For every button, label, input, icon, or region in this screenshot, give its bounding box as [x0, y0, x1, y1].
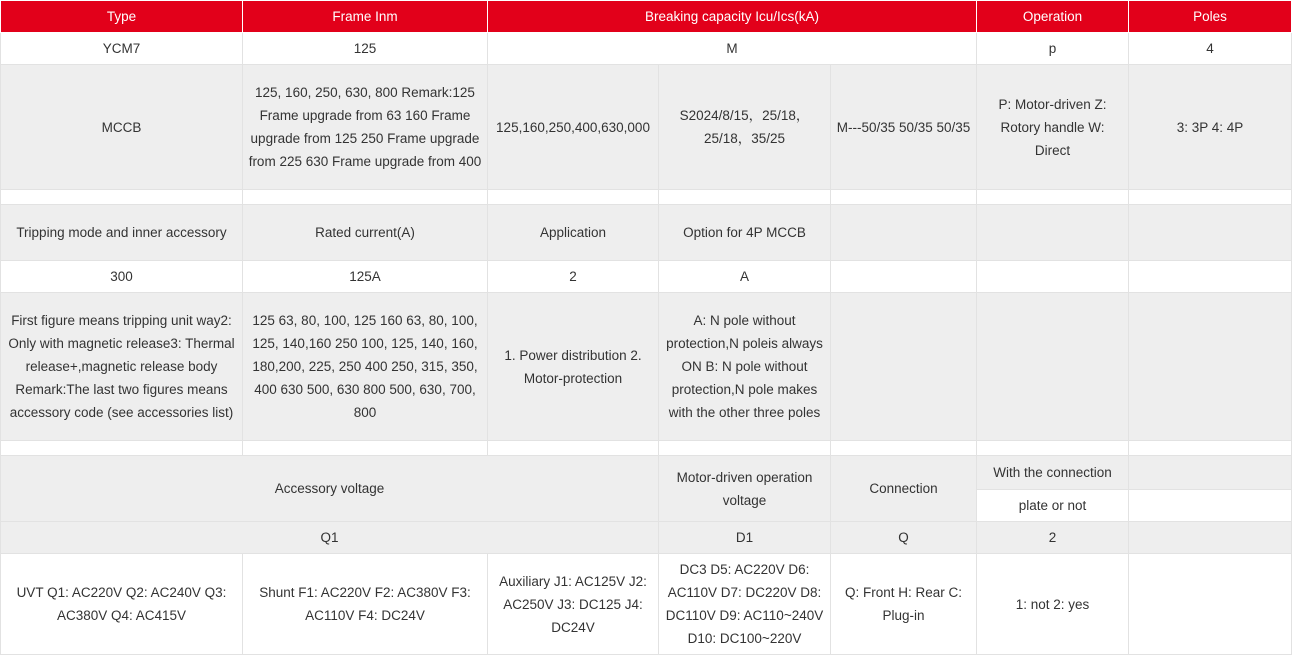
header-type: Type — [1, 1, 243, 33]
table-row — [1, 33, 1292, 65]
header-operation: Operation — [977, 1, 1129, 33]
cell-rated-code: 125A — [243, 261, 488, 293]
cell-frame-desc: 125, 160, 250, 630, 800 Remark:125 Frame upgrade from 63 160 Frame upgrade from 125 250 Frame upgrade from 225 630 Frame upgrade from 400 — [243, 65, 488, 190]
subheader-accessory-voltage: Accessory voltage — [1, 456, 659, 522]
cell-accessory-code: Q1 — [1, 522, 659, 554]
cell-uvt-desc: UVT Q1: AC220V Q2: AC240V Q3: AC380V Q4: AC415V — [1, 554, 243, 655]
cell-option-code: A — [659, 261, 831, 293]
table-spacer-row — [1, 441, 1292, 456]
subheader-connection-plate-top: With the connection — [977, 456, 1129, 490]
cell-connection-code: Q — [831, 522, 977, 554]
cell-auxiliary-desc: Auxiliary J1: AC125V J2: AC250V J3: DC125 J4: DC24V — [488, 554, 659, 655]
subheader-option-4p: Option for 4P MCCB — [659, 205, 831, 261]
cell-shunt-desc: Shunt F1: AC220V F2: AC380V F3: AC110V F4: DC24V — [243, 554, 488, 655]
cell-option-desc: A: N pole without protection,N poleis always ON B: N pole without protection,N pole makes with the other three poles — [659, 293, 831, 441]
cell-tripping-desc: First figure means tripping unit way2: Only with magnetic release3: Thermal release+,magnetic release body Remark:The last two figures means accessory code (see accessories list) — [1, 293, 243, 441]
cell-type-code: YCM7 — [1, 33, 243, 65]
cell-rated-desc: 125 63, 80, 100, 125 160 63, 80, 100, 125, 140,160 250 100, 125, 140, 160, 180,200, 225, 250 400 250, 315, 350, 400 630 500, 630 800 500, 630, 700, 800 — [243, 293, 488, 441]
subheader-connection: Connection — [831, 456, 977, 522]
cell-breaking-s: S2024/8/15，25/18，25/18，35/25 — [659, 65, 831, 190]
subheader-application: Application — [488, 205, 659, 261]
cell-application-code: 2 — [488, 261, 659, 293]
cell-frame-code: 125 — [243, 33, 488, 65]
subheader-connection-plate-bottom: plate or not — [977, 490, 1129, 522]
cell-plate-desc: 1: not 2: yes — [977, 554, 1129, 655]
subheader-tripping: Tripping mode and inner accessory — [1, 205, 243, 261]
cell-plate-code: 2 — [977, 522, 1129, 554]
subheader-motor-voltage: Motor-driven operation voltage — [659, 456, 831, 522]
table-row — [1, 65, 1292, 190]
cell-poles-desc: 3: 3P 4: 4P — [1129, 65, 1292, 190]
table-row — [1, 522, 1292, 554]
cell-type-desc: MCCB — [1, 65, 243, 190]
table-row — [1, 261, 1292, 293]
header-frame: Frame Inm — [243, 1, 488, 33]
table-subheader-row — [1, 456, 1292, 490]
cell-connection-desc: Q: Front H: Rear C: Plug-in — [831, 554, 977, 655]
table-spacer-row — [1, 190, 1292, 205]
cell-breaking-code: M — [488, 33, 977, 65]
cell-tripping-code: 300 — [1, 261, 243, 293]
cell-breaking-frames: 125,160,250,400,630,000 — [488, 65, 659, 190]
subheader-rated-current: Rated current(A) — [243, 205, 488, 261]
header-poles: Poles — [1129, 1, 1292, 33]
table-header-row — [1, 1, 1292, 33]
cell-operation-desc: P: Motor-driven Z: Rotory handle W: Direct — [977, 65, 1129, 190]
header-breaking-capacity: Breaking capacity Icu/Ics(kA) — [488, 1, 977, 33]
cell-motor-code: D1 — [659, 522, 831, 554]
table-row — [1, 554, 1292, 655]
table-row — [1, 293, 1292, 441]
cell-operation-code: p — [977, 33, 1129, 65]
cell-poles-code: 4 — [1129, 33, 1292, 65]
cell-application-desc: 1. Power distribution 2. Motor-protection — [488, 293, 659, 441]
cell-breaking-m: M---50/35 50/35 50/35 — [831, 65, 977, 190]
table-subheader-row — [1, 205, 1292, 261]
cell-motor-desc: DC3 D5: AC220V D6: AC110V D7: DC220V D8: DC110V D9: AC110~240V D10: DC100~220V — [659, 554, 831, 655]
